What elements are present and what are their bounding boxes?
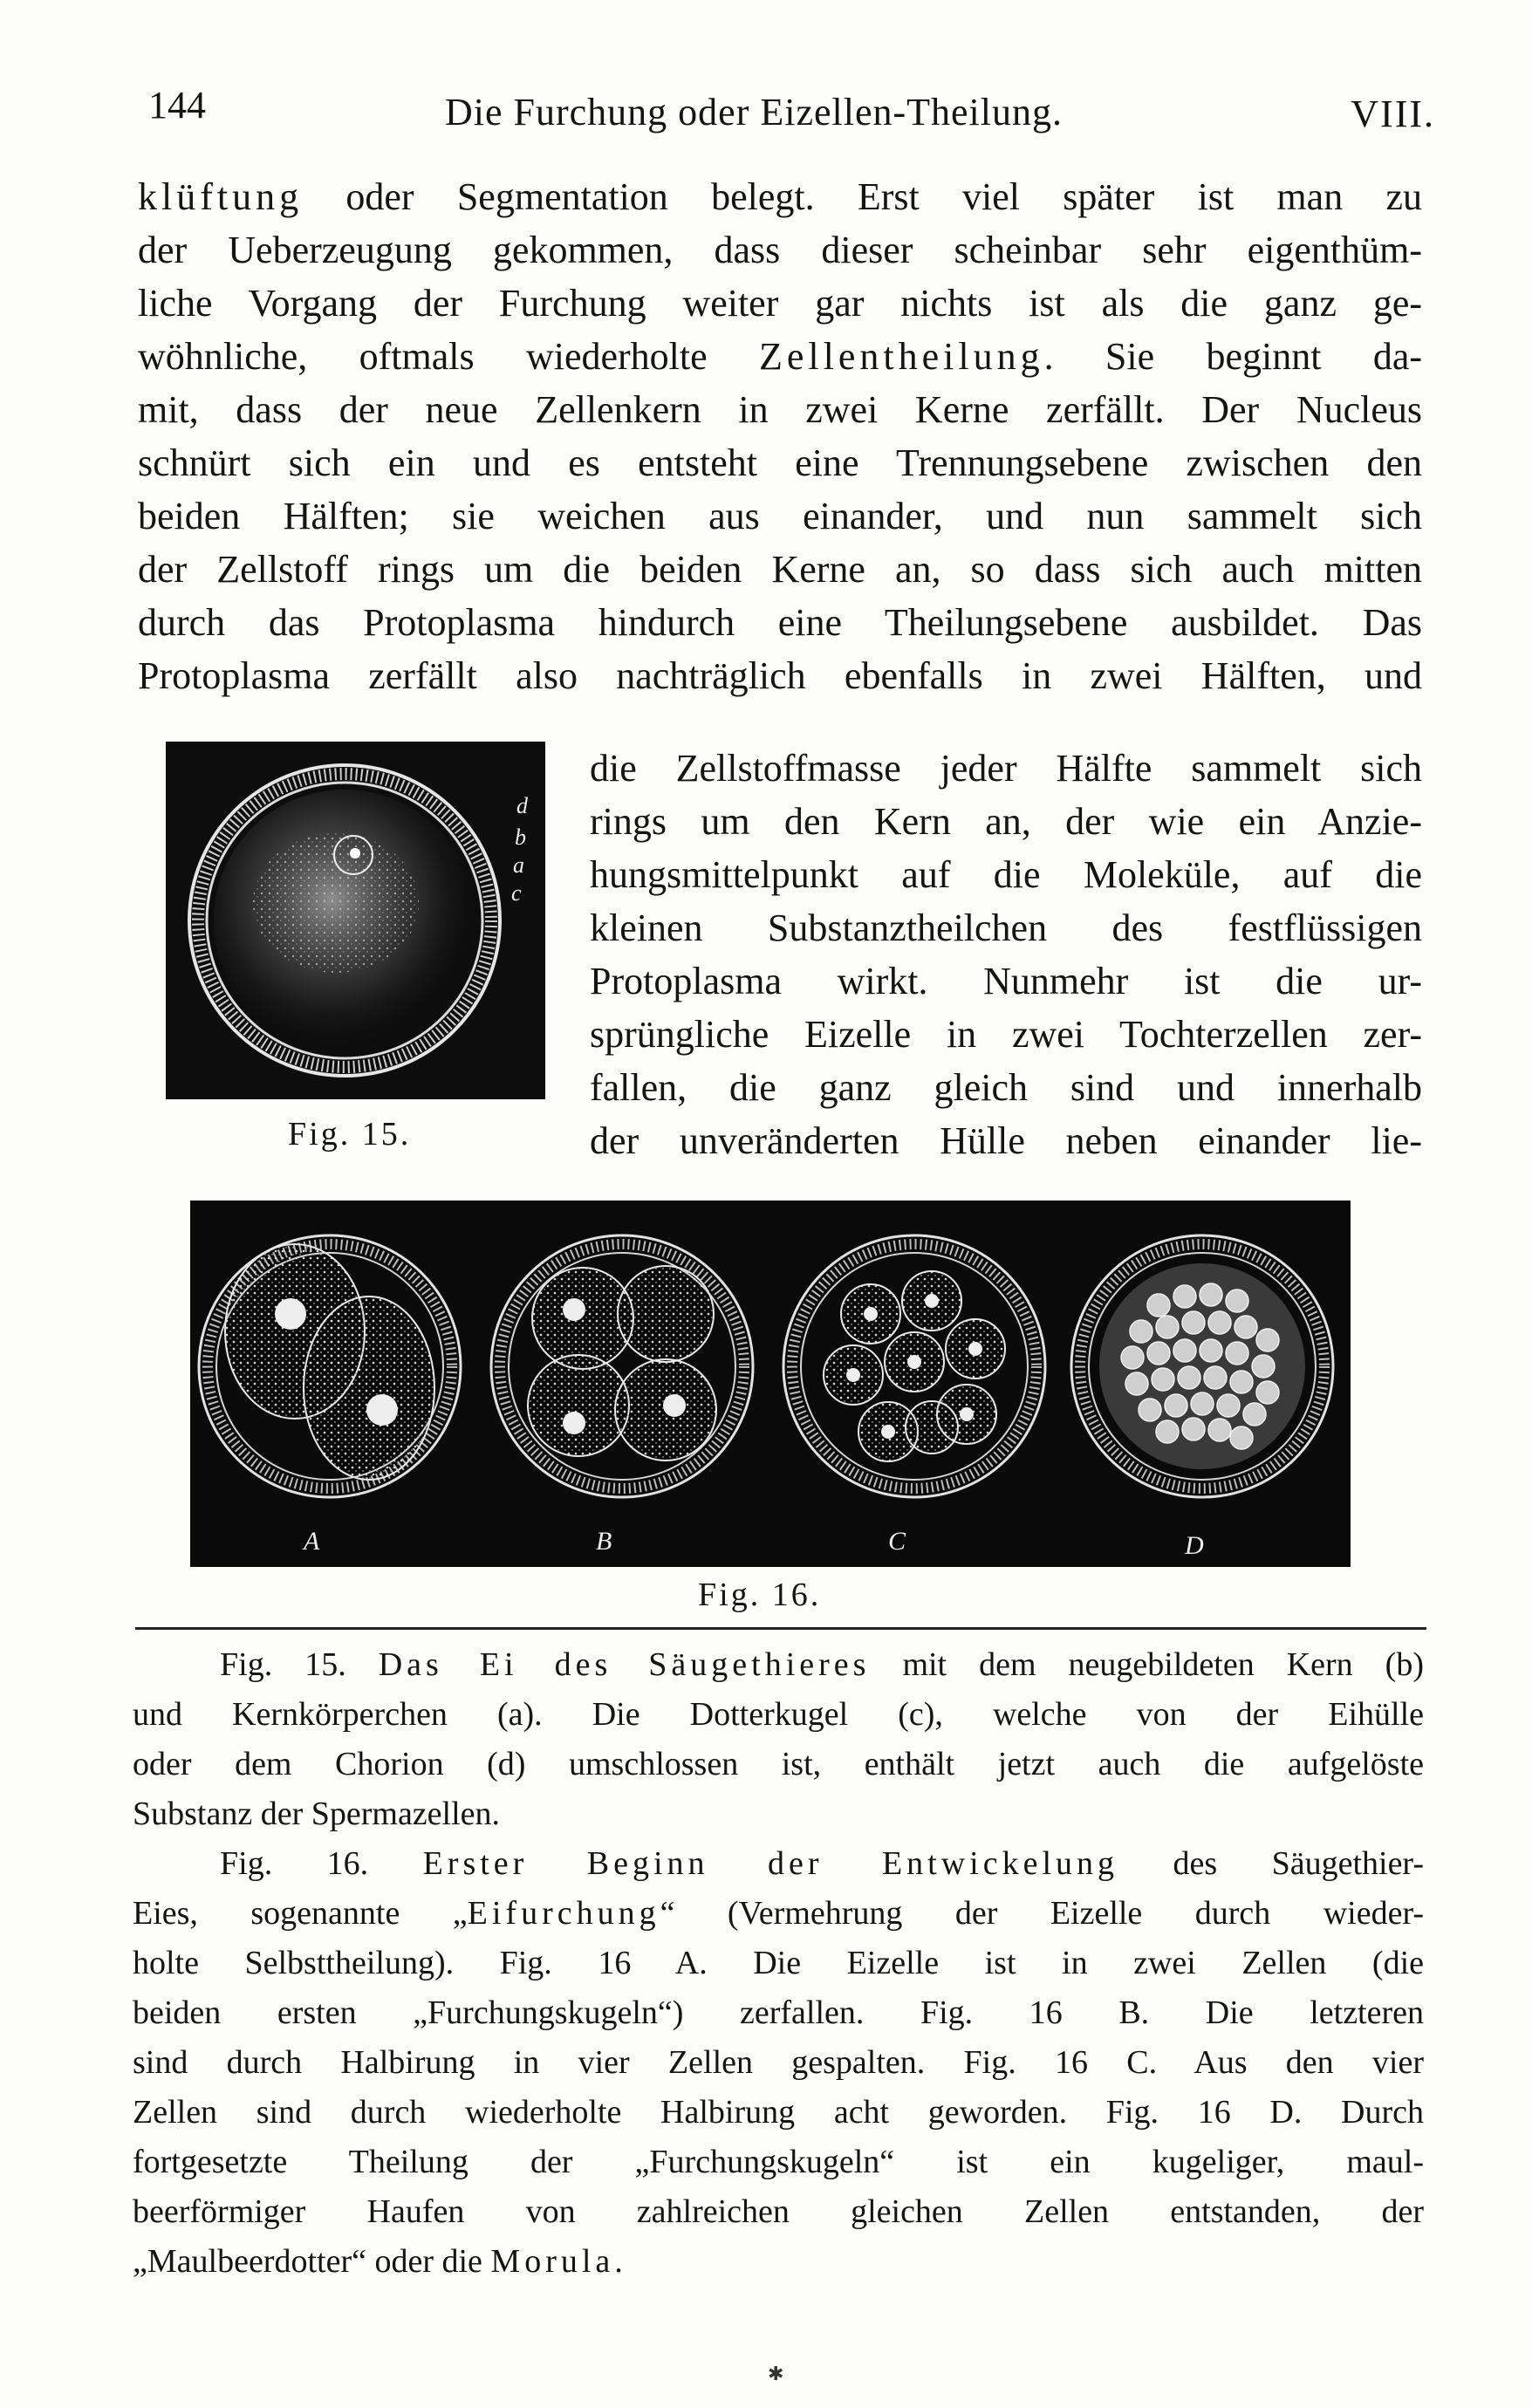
page-header [140, 83, 1435, 153]
text-line: hungsmittelpunkt auf die Moleküle, auf die [590, 853, 1422, 896]
wrapped-paragraph [590, 742, 1422, 1167]
cleavage-stages-illustration [190, 1201, 1351, 1567]
text-line: beiden Hälften; sie weichen aus einander, und nun sammelt sich [138, 495, 1422, 537]
running-title: Die Furchung oder Eizellen-Theilung. [445, 91, 1064, 133]
note-line: fortgesetzte Theilung der „Furchungskugeln“ ist ein kugeliger, maul- [133, 2144, 1424, 2180]
text-line: sprüngliche Eizelle in zwei Tochterzellen zer- [590, 1013, 1422, 1056]
egg-cell-illustration [166, 742, 545, 1099]
figure-label-d: d [516, 793, 528, 818]
text-line: mit, dass der neue Zellenkern in zwei Kerne zerfällt. Der Nucleus [138, 388, 1422, 431]
footnote-divider [135, 1627, 1426, 1630]
text-line: fallen, die ganz gleich sind und innerhalb [590, 1066, 1422, 1109]
text-line: der unveränderten Hülle neben einander lie- [590, 1119, 1422, 1162]
figure-15-engraving [166, 742, 545, 1099]
note-line [133, 1839, 1424, 1889]
figure-notes [133, 1640, 1424, 2287]
stage-d-egg [1071, 1235, 1333, 1497]
spaced-term: Eifurchung [467, 1895, 660, 1932]
text-span: Fig. 16. [220, 1845, 423, 1882]
note-line: sind durch Halbirung in vier Zellen gespalten. Fig. 16 C. Aus den vier [133, 2044, 1424, 2081]
stage-c-egg [783, 1235, 1045, 1497]
text-line: liche Vorgang der Furchung weiter gar nichts ist als die ganz ge- [138, 282, 1422, 325]
figure-label-c: c [511, 880, 522, 906]
stage-b-egg [491, 1235, 753, 1497]
text-line: der Zellstoff rings um die beiden Kerne an, so dass sich auch mitten [138, 548, 1422, 591]
note-line: holte Selbsttheilung). Fig. 16 A. Die Eizelle ist in zwei Zellen (die [133, 1945, 1424, 1981]
spaced-term: Zellentheilung [758, 335, 1044, 378]
note-line: und Kernkörperchen (a). Die Dotterkugel (c), welche von der Eihülle [133, 1696, 1424, 1733]
text-span: Eies, sogenannte „ [133, 1895, 468, 1932]
stage-a-egg [199, 1235, 461, 1497]
figure-16-caption: Fig. 16. [698, 1577, 822, 1613]
stage-label-c: C [888, 1527, 906, 1556]
text-span: . Sie beginnt da- [1043, 335, 1422, 378]
stage-label-d: D [1185, 1531, 1204, 1560]
text-span: mit dem neugebildeten Kern (b) [870, 1646, 1424, 1683]
text-span: Fig. 15. [220, 1646, 379, 1683]
note-line [133, 1889, 1424, 1939]
text-line: der Ueberzeugung gekommen, dass dieser scheinbar sehr eigenthüm- [138, 229, 1422, 271]
body-paragraph [138, 170, 1422, 702]
note-line: beerförmiger Haufen von zahlreichen gleichen Zellen entstanden, der [133, 2193, 1424, 2230]
spaced-term: Das Ei des Säugethieres [378, 1646, 871, 1683]
note-line: Substanz der Spermazellen. [133, 1796, 501, 1832]
chapter-number: VIII. [1351, 92, 1435, 135]
text-line: Protoplasma wirkt. Nunmehr ist die ur- [590, 960, 1422, 1002]
figure-15-caption: Fig. 15. [288, 1116, 412, 1153]
printer-ornament-icon: ✱ [768, 2363, 784, 2384]
text-line: die Zellstoffmasse jeder Hälfte sammelt sich [590, 747, 1422, 790]
text-line: rings um den Kern an, der wie ein Anzie- [590, 800, 1422, 843]
text-line [138, 330, 1422, 383]
spaced-term: Erster Beginn der Entwickelung [422, 1845, 1119, 1882]
yolk-granules [253, 833, 419, 973]
text-line: Protoplasma zerfällt also nachträglich ebenfalls in zwei Hälften, und [138, 654, 1422, 697]
text-line: durch das Protoplasma hindurch eine Theilungsebene ausbildet. Das [138, 601, 1422, 644]
text-line: kleinen Substanztheilchen des festflüssigen [590, 906, 1422, 949]
text-line: schnürt sich ein und es entsteht eine Trennungsebene zwischen den [138, 441, 1422, 484]
page-number: 144 [148, 84, 206, 127]
note-line: oder dem Chorion (d) umschlossen ist, enthält jetzt auch die aufgelöste [133, 1746, 1424, 1782]
spaced-term: klüftung [138, 175, 304, 218]
note-line [133, 2237, 1424, 2287]
text-span: “ (Vermehrung der Eizelle durch wieder- [660, 1895, 1425, 1932]
text-span: des Säugethier- [1118, 1845, 1424, 1882]
spaced-term: Morula [490, 2243, 615, 2280]
figure-16-engraving [190, 1201, 1351, 1567]
text-span: wöhnliche, oftmals wiederholte [138, 335, 759, 378]
text-span: oder Segmentation belegt. Erst viel später ist man zu [303, 175, 1422, 218]
note-line [133, 1640, 1424, 1690]
stage-label-a: A [304, 1527, 320, 1556]
figure-label-b: b [515, 824, 526, 850]
stage-label-b: B [596, 1527, 612, 1556]
note-line: beiden ersten „Furchungskugeln“) zerfallen. Fig. 16 B. Die letzteren [133, 1994, 1424, 2031]
nucleolus [350, 848, 360, 859]
text-span: „Maulbeerdotter“ oder die [133, 2243, 491, 2280]
note-line: Zellen sind durch wiederholte Halbirung acht geworden. Fig. 16 D. Durch [133, 2094, 1424, 2131]
figure-label-a: a [513, 852, 524, 878]
text-span: . [614, 2243, 623, 2280]
text-line [138, 170, 1422, 223]
